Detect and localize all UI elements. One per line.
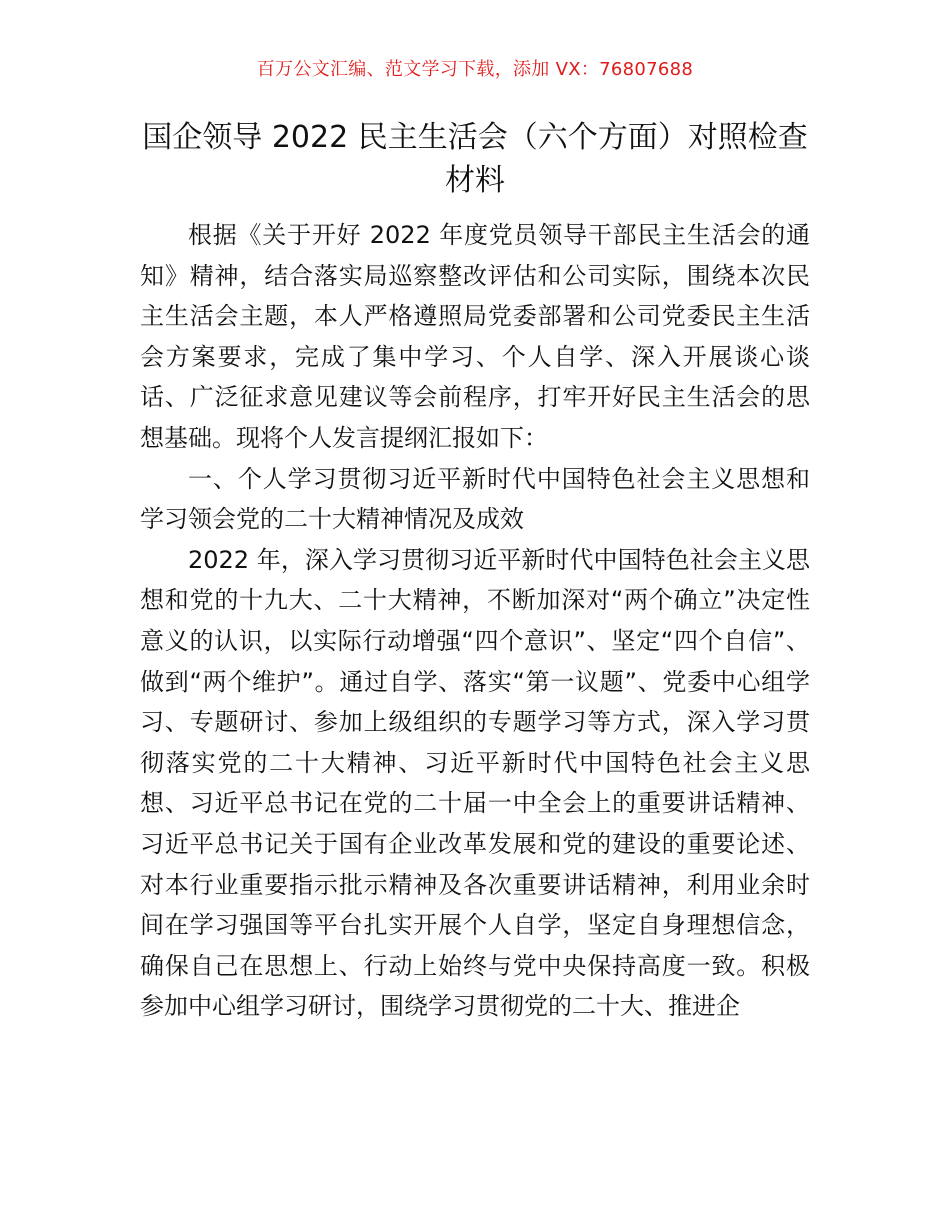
document-title: 国企领导 2022 民主生活会（六个方面）对照检查材料: [142, 120, 808, 198]
body-paragraph: 2022 年，深入学习贯彻习近平新时代中国特色社会主义思想和党的十九大、二十大精神，不断加深对“两个确立”决定性意义的认识，以实际行动增强“四个意识”、坚定“四个自信”、做到“两个维护”。通过自学、落实“第一议题”、党委中心组学习、专题研讨、参加上级组织的专题学习等方式，深入学习贯彻落实党的二十大精神、习近平新时代中国特色社会主义思想、习近平总书记在党的二十届一中全会上的重要讲话精神、习近平总书记关于国有企业改革发展和党的建设的重要论述、对本行业重要指示批示精神及各次重要讲话精神，利用业余时间在学习强国等平台扎实开展个人自学，坚定自身理想信念，确保自己在思想上、行动上始终与党中央保持高度一致。积极参加中心组学习研讨，围绕学习贯彻党的二十大、推进企: [140, 545, 810, 1021]
section-heading: 一、个人学习贯彻习近平新时代中国特色社会主义思想和学习领会党的二十大精神情况及成效: [140, 464, 810, 534]
promo-banner: 百万公文汇编、范文学习下载，添加 VX：76807688: [256, 59, 694, 80]
document-body: [140, 215, 810, 1027]
intro-paragraph: 根据《关于开好 2022 年度党员领导干部民主生活会的通知》精神，结合落实局巡察整改评估和公司实际，围绕本次民主生活会主题，本人严格遵照局党委部署和公司党委民主生活会方案要求，完成了集中学习、个人自学、深入开展谈心谈话、广泛征求意见建议等会前程序，打牢开好民主生活会的思想基础。现将个人发言提纲汇报如下：: [140, 221, 810, 452]
